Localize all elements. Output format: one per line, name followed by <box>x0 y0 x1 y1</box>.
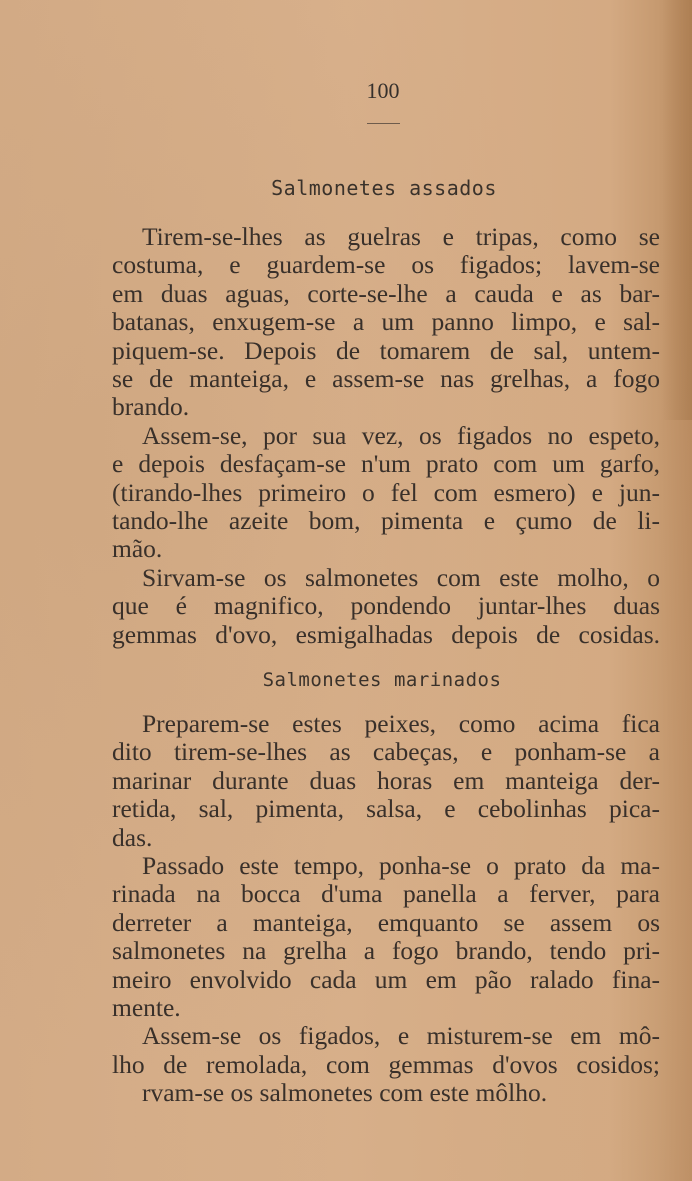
text-line: batanas, enxugem-se a um panno limpo, e sal- <box>112 307 660 337</box>
text-line: se de manteiga, e assem-se nas grelhas, a fogo <box>112 364 660 394</box>
page-number: 100 <box>366 78 400 103</box>
text-line: que é magnifico, pondendo juntar-lhes duas <box>112 591 660 621</box>
page-edge-shadow <box>662 0 692 420</box>
section-title-salmonetes-marinados: Salmonetes marinados <box>262 669 502 691</box>
text-line: Tirem-se-lhes as guelras e tripas, como se <box>142 222 660 251</box>
text-line: retida, sal, pimenta, salsa, e cebolinhas pica- <box>112 794 660 824</box>
text-line: Assem-se os figados, e misturem-se em mô- <box>142 1021 660 1051</box>
text-line: rinada na bocca d'uma panella a ferver, para <box>112 879 660 909</box>
text-line: tando-lhe azeite bom, pimenta e çumo de li- <box>112 506 660 536</box>
text-line: em duas aguas, corte-se-lhe a cauda e as bar- <box>112 278 660 308</box>
text-line: e depois desfaçam-se n'um prato com um garfo, <box>112 449 660 479</box>
text-line: derreter a manteiga, emquanto se assem os <box>112 907 660 937</box>
text-line: marinar durante duas horas em manteiga der- <box>112 765 660 795</box>
text-line: costuma, e guardem-se os figados; lavem-se <box>112 250 660 280</box>
text-line: meiro envolvido cada um em pão ralado fina- <box>112 964 660 994</box>
text-line: Passado este tempo, ponha-se o prato da ma- <box>142 851 660 881</box>
text-line: das. <box>112 822 153 852</box>
text-line: rvam-se os salmonetes com este môlho. <box>142 1078 548 1108</box>
text-line: Assem-se, por sua vez, os figados no espeto, <box>142 420 660 450</box>
text-line: dito tirem-se-lhes as cabeças, e ponham-se a <box>112 737 660 767</box>
section-title-salmonetes-assados: Salmonetes assados <box>271 176 497 200</box>
text-line: piquem-se. Depois de tomarem de sal, untem- <box>112 335 660 365</box>
text-line: Preparem-se estes peixes, como acima fica <box>142 709 660 738</box>
text-line: Sirvam-se os salmonetes com este molho, o <box>142 562 660 592</box>
text-line: lho de remolada, com gemmas d'ovos cosidos; <box>112 1049 660 1079</box>
text-line: salmonetes na grelha a fogo brando, tendo pri- <box>112 936 660 966</box>
section-body-marinados <box>112 710 660 1108</box>
text-line: mente. <box>112 993 181 1023</box>
header-rule <box>367 123 400 124</box>
section-body-assados <box>112 223 660 649</box>
text-line: mão. <box>112 534 163 564</box>
text-line: brando. <box>112 392 190 422</box>
text-line: gemmas d'ovo, esmigalhadas depois de cosidas. <box>112 619 660 649</box>
text-line: (tirando-lhes primeiro o fel com esmero) e jun- <box>112 477 660 507</box>
